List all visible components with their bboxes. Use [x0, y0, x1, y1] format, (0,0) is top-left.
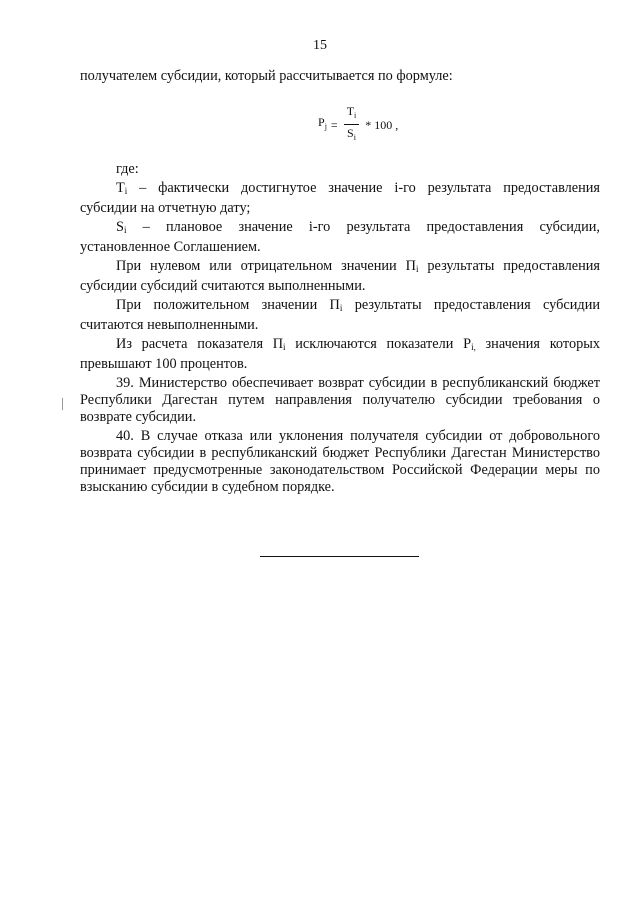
where-label: где: — [116, 161, 139, 177]
margin-mark — [62, 398, 63, 410]
zero-value-paragraph: При нулевом или отрицательном значении $П_i$ результаты предоставления субсидии субсидий считаются выполненными. — [80, 258, 600, 294]
closing-divider — [260, 556, 419, 557]
page-number: 15 — [313, 38, 327, 53]
si-definition: $S_i$ – плановое значение i-го результата предоставления субсидии, установленное Соглашением. — [80, 219, 600, 255]
paragraph-40: 40. В случае отказа или уклонения получателя субсидии от добровольного возврата субсидии в республиканский бюджет Республики Дагестан Министерство принимает предусмотренные законодательством Российской Федерации меры по взысканию субсидии в судебном порядке. — [80, 428, 600, 495]
formula-multiplier: * 100 , — [365, 117, 399, 132]
formula-denominator: $S_i$ — [347, 126, 356, 142]
lead-line: получателем субсидии, который рассчитывается по формуле: — [80, 68, 453, 84]
formula-fraction — [344, 104, 360, 145]
formula-equals: = — [330, 117, 338, 132]
formula — [318, 104, 398, 145]
positive-value-paragraph: При положительном значении $П_i$ результаты предоставления субсидии считаются невыполненными. — [80, 297, 600, 333]
document-body — [80, 161, 600, 498]
exclusion-paragraph: Из расчета показателя $П_i$ исключаются показатели $P_{i,}$ значения которых превышают 100 процентов. — [80, 336, 600, 372]
paragraph-39: 39. Министерство обеспечивает возврат субсидии в республиканский бюджет Республики Дагестан путем направления получателю субсидии требования о возврате субсидии. — [80, 375, 600, 425]
ti-definition: $T_i$ – фактически достигнутое значение i-го результата предоставления субсидии на отчетную дату; — [80, 180, 600, 216]
formula-numerator: $T_i$ — [344, 104, 360, 125]
formula-lhs: $P_j$ — [318, 115, 327, 131]
